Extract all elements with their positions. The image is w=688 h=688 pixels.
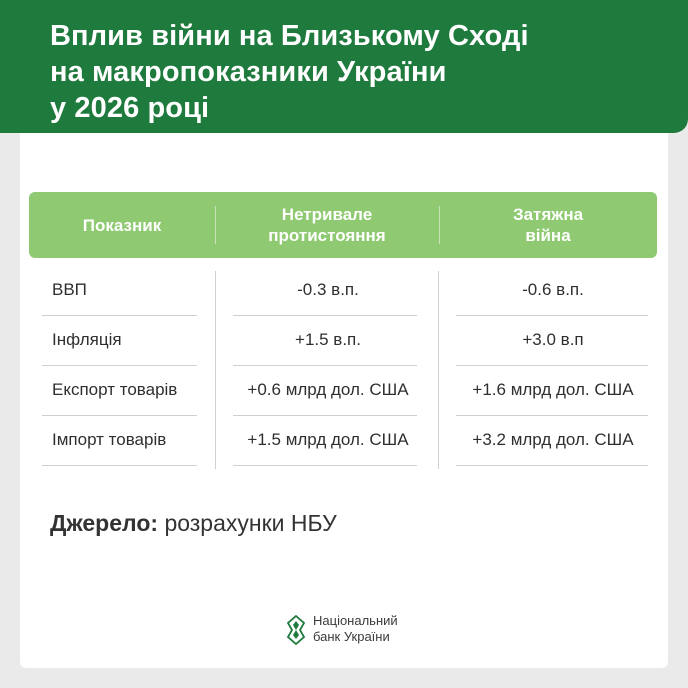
row-label-exports: Експорт товарів xyxy=(52,380,178,399)
row-value-gdp-long: -0.6 в.п. xyxy=(522,280,584,299)
row-label-gdp: ВВП xyxy=(52,280,87,299)
column-header-short-conflict: Нетривале протистояння xyxy=(268,205,386,245)
header-banner xyxy=(0,0,688,133)
source-text: розрахунки НБУ xyxy=(164,510,337,536)
source-note xyxy=(50,510,337,537)
row-value-imports-long: +3.2 млрд дол. США xyxy=(472,430,634,449)
nbu-logo-icon xyxy=(286,615,306,645)
row-label-imports: Імпорт товарів xyxy=(52,430,167,449)
column-divider xyxy=(438,271,439,469)
row-label-inflation: Інфляція xyxy=(52,330,122,349)
row-value-inflation-short: +1.5 в.п. xyxy=(295,330,361,349)
page-title: Вплив війни на Близькому Сході на макропоказники України у 2026 році xyxy=(50,20,529,124)
column-divider xyxy=(215,271,216,469)
row-separator xyxy=(456,465,648,466)
table-header xyxy=(29,192,657,258)
nbu-logo xyxy=(286,612,416,648)
source-label: Джерело: xyxy=(50,510,159,536)
logo-text: Національний банк України xyxy=(313,613,398,644)
row-value-gdp-short: -0.3 в.п. xyxy=(297,280,359,299)
row-separator xyxy=(233,465,417,466)
row-separator xyxy=(42,465,197,466)
row-value-exports-long: +1.6 млрд дол. США xyxy=(472,380,634,399)
row-value-exports-short: +0.6 млрд дол. США xyxy=(247,380,409,399)
column-header-prolonged-war: Затяжна війна xyxy=(512,205,584,245)
column-header-indicator: Показник xyxy=(82,215,162,235)
row-value-imports-short: +1.5 млрд дол. США xyxy=(247,430,409,449)
row-value-inflation-long: +3.0 в.п xyxy=(522,330,584,349)
